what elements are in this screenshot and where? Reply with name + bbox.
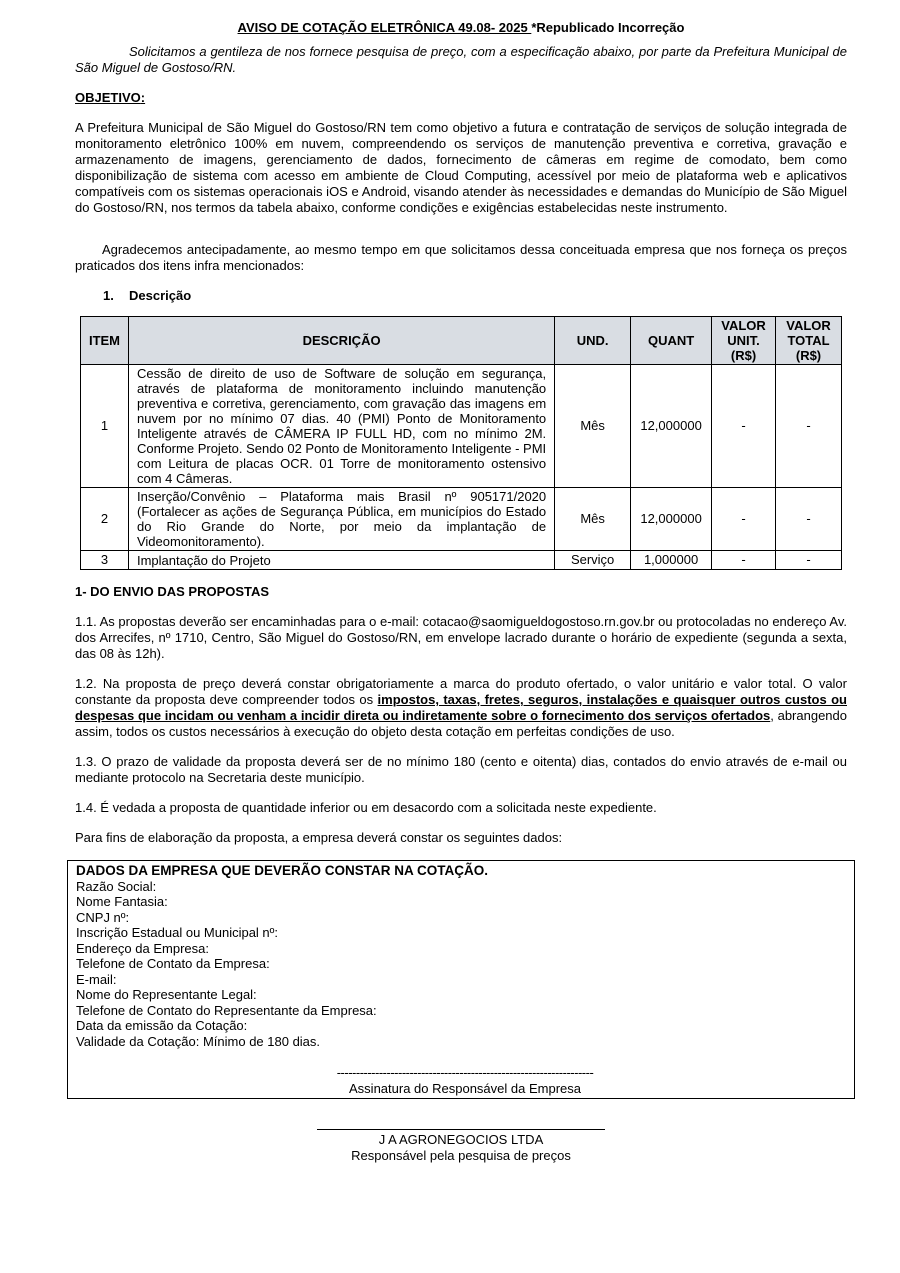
section-description-heading: [103, 288, 847, 304]
objective-heading: [75, 90, 847, 106]
cell-valor-unit: -: [712, 488, 776, 551]
field-data-emissao: Data da emissão da Cotação:: [76, 1018, 248, 1033]
items-table: [80, 316, 842, 570]
section-number: 1.: [103, 288, 114, 303]
signature-label: Assinatura do Responsável da Empresa: [349, 1080, 581, 1096]
paragraph-1-1: 1.1. As propostas deverão ser encaminhadas para o e-mail: cotacao@saomigueldogostoso.rn.gov.br ou protocoladas no endereço Av. dos Arrecifes, nº 1710, Centro, São Miguel do Gostoso/RN, em envelope lacrado durante o horário de expediente (segunda a sexta, das 08 às 12h).: [75, 614, 848, 661]
cell-valor-unit: -: [712, 365, 776, 488]
paragraph-1-2-start: 1.2. Na proposta de preço deverá constar obrigatoriamente a marca do produto ofertado, o valor unitário e valor total. O valor constante da proposta deve compreender todos os: [75, 676, 847, 707]
cell-quant: 1,000000: [631, 551, 712, 570]
cell-descricao: Cessão de direito de uso de Software de solução em segurança, através de plataforma de monitoramento incluindo manutenção preventiva e corretiva, gerenciamento, com gravação das imagens em nuvem por no mínimo 07 dias. 40 (PMI) Ponto de Monitoramento Inteligente através de CÂMERA IP FULL HD, com no mínimo 2M. Conforme Projeto. Sendo 02 Ponto de Monitoramento Inteligente - PMI com Leitura de placas OCR. 01 Torre de monitoramento ostensivo com 4 Câmeras.: [128, 365, 554, 488]
paragraph-1-2-emphasis: impostos, taxas, fretes, seguros, instalações e quaisquer outros custos ou despesas que incidam ou venham a incidir direta ou indiretamente sobre o fornecimento dos serviços ofertados: [75, 692, 847, 723]
table-row: [81, 488, 842, 551]
field-endereco: Endereço da Empresa:: [76, 940, 209, 956]
cell-descricao: Inserção/Convênio – Plataforma mais Brasil nº 905171/2020 (Fortalecer as ações de Segurança Pública, em municípios do Estado do Rio Grande do Norte, por meio da implantação de Videomonitoramento).: [128, 488, 554, 551]
table-header-row: [81, 317, 842, 365]
field-representante: Nome do Representante Legal:: [76, 987, 257, 1002]
field-nome-fantasia: Nome Fantasia:: [76, 894, 168, 909]
cell-und: Mês: [555, 488, 631, 551]
header-und: UND.: [555, 317, 631, 365]
field-inscricao: Inscrição Estadual ou Municipal nº:: [76, 925, 279, 940]
cell-valor-unit: -: [712, 551, 776, 570]
title-main: AVISO DE COTAÇÃO ELETRÔNICA 49.08- 2025: [237, 20, 532, 35]
signature-line: -------------------------------------------------------------------: [336, 1065, 594, 1080]
intro-paragraph: Solicitamos a gentileza de nos fornece pesquisa de preço, com a especificação abaixo, por parte da Prefeitura Municipal de São Miguel de Gostoso/RN.: [75, 44, 847, 75]
objective-paragraph: A Prefeitura Municipal de São Miguel do Gostoso/RN tem como objetivo a futura e contratação de serviços de solução integrada de monitoramento eletrônico 100% em nuvem, compreendendo os serviços de manutenção preventiva e corretiva, gravação e armazenamento de imagens, gerenciamento de dados, fornecimento de câmeras em regime de comodato, bem como disponibilização de sistema com acesso em ambiente de Cloud Computing, acessível por meio de plataforma web e aplicativos compatíveis com os sistemas operacionais iOS e Android, visando atender às necessidades e demandas do Município de São Miguel do Gostoso/RN, nos termos da tabela abaixo, conforme condições e exigências estabelecidas neste instrumento.: [75, 120, 847, 215]
header-item: ITEM: [81, 317, 129, 365]
objective-heading-text: OBJETIVO: [75, 90, 141, 105]
title-suffix: *Republicado Incorreção: [531, 20, 685, 35]
footer-signature: [75, 1129, 847, 1164]
document-page: [75, 20, 847, 1164]
cell-item: 2: [81, 488, 129, 551]
cell-quant: 12,000000: [631, 488, 712, 551]
objective-heading-colon: :: [140, 90, 146, 105]
company-box-title: DADOS DA EMPRESA QUE DEVERÃO CONSTAR NA COTAÇÃO.: [76, 863, 489, 878]
cell-und: Mês: [555, 365, 631, 488]
paragraph-1-2-end: , abrangendo assim, todos os custos necessários à execução do objeto desta cotação em perfeitas condições de uso.: [75, 708, 847, 739]
cell-valor-total: -: [776, 488, 842, 551]
cell-item: 3: [81, 551, 129, 570]
field-telefone-representante: Telefone de Contato do Representante da Empresa:: [76, 1002, 377, 1018]
field-validade: Validade da Cotação: Mínimo de 180 dias.: [76, 1033, 321, 1049]
field-cnpj: CNPJ nº:: [76, 909, 130, 925]
field-razao-social: Razão Social:: [76, 878, 157, 894]
footer-role: Responsável pela pesquisa de preços: [351, 1148, 571, 1163]
cell-quant: 12,000000: [631, 365, 712, 488]
field-telefone-empresa: Telefone de Contato da Empresa:: [76, 956, 270, 971]
table-row: [81, 365, 842, 488]
document-title: [75, 20, 847, 36]
header-valor-total: VALOR TOTAL (R$): [776, 317, 842, 365]
paragraph-1-3: 1.3. O prazo de validade da proposta deverá ser de no mínimo 180 (cento e oitenta) dias, contados do envio através de e-mail ou mediante protocolo na Secretaria deste município.: [75, 754, 847, 785]
footer-company: J A AGRONEGOCIOS LTDA: [378, 1132, 544, 1147]
section-title: Descrição: [129, 288, 192, 303]
header-descricao: DESCRIÇÃO: [128, 317, 554, 365]
paragraph-fins: Para fins de elaboração da proposta, a empresa deverá constar os seguintes dados:: [75, 830, 563, 845]
paragraph-1-2: [75, 676, 847, 740]
header-quant: QUANT: [631, 317, 712, 365]
cell-valor-total: -: [776, 365, 842, 488]
cell-descricao: Implantação do Projeto: [128, 551, 554, 570]
cell-und: Serviço: [555, 551, 631, 570]
table-row: [81, 551, 842, 570]
company-data-box: [67, 860, 855, 1099]
header-valor-unit: VALOR UNIT. (R$): [712, 317, 776, 365]
proposals-heading: 1- DO ENVIO DAS PROPOSTAS: [75, 584, 270, 599]
thanks-paragraph: Agradecemos antecipadamente, ao mesmo tempo em que solicitamos dessa conceituada empresa que nos forneça os preços praticados dos itens infra mencionados:: [75, 242, 847, 273]
footer-signature-line: [317, 1129, 605, 1130]
field-email: E-mail:: [76, 971, 117, 987]
paragraph-1-4: 1.4. É vedada a proposta de quantidade inferior ou em desacordo com a solicitada neste expediente.: [75, 800, 657, 815]
cell-item: 1: [81, 365, 129, 488]
cell-valor-total: -: [776, 551, 842, 570]
